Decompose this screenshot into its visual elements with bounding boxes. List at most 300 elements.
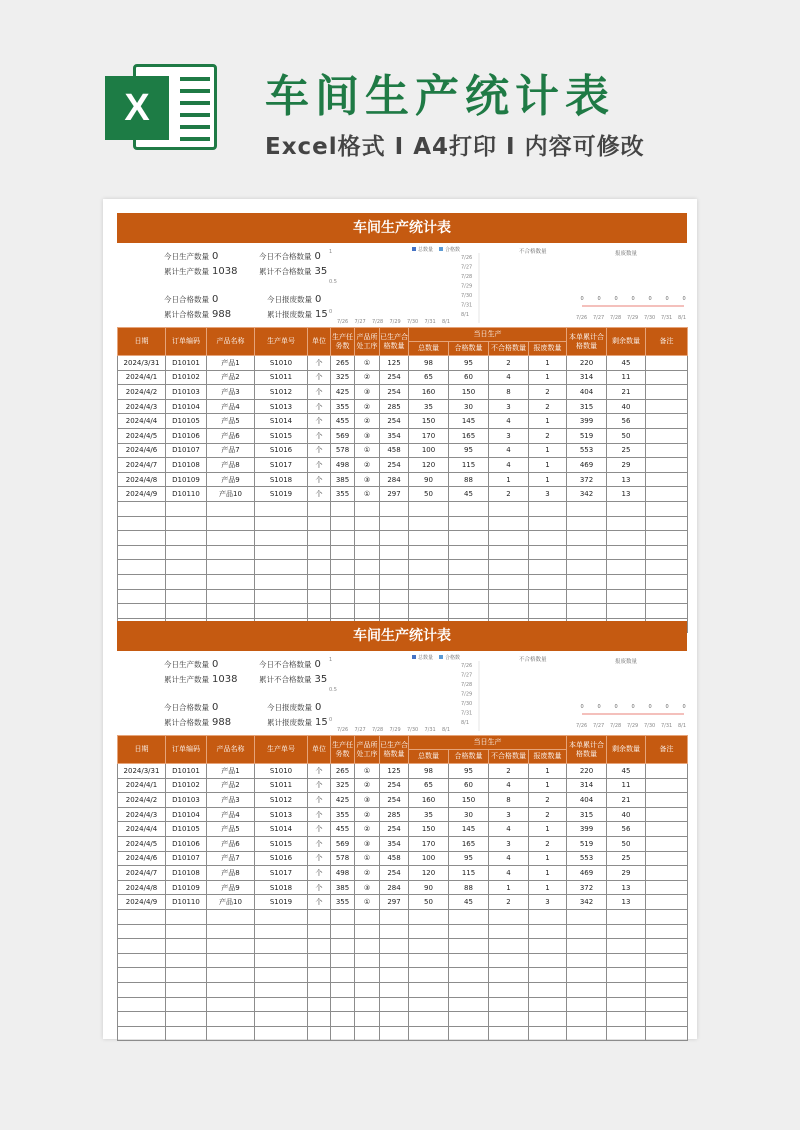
table-cell[interactable]: 355 xyxy=(331,399,355,414)
table-cell[interactable] xyxy=(567,939,607,954)
table-cell[interactable] xyxy=(646,851,688,866)
table-cell[interactable] xyxy=(255,1026,308,1041)
table-cell[interactable]: 产品6 xyxy=(207,428,255,443)
table-cell[interactable]: D10104 xyxy=(166,807,207,822)
table-cell[interactable]: D10108 xyxy=(166,866,207,881)
table-cell[interactable]: 8 xyxy=(489,793,529,808)
table-cell[interactable] xyxy=(355,953,380,968)
table-cell[interactable] xyxy=(449,982,489,997)
table-cell[interactable]: 2 xyxy=(529,807,567,822)
table-cell[interactable] xyxy=(166,604,207,619)
table-cell[interactable]: D10107 xyxy=(166,851,207,866)
table-cell[interactable] xyxy=(646,895,688,910)
table-cell[interactable] xyxy=(308,589,331,604)
table-cell[interactable]: S1014 xyxy=(255,822,308,837)
table-cell[interactable]: 145 xyxy=(449,414,489,429)
table-cell[interactable]: ② xyxy=(355,778,380,793)
table-cell[interactable]: 45 xyxy=(607,764,646,779)
table-cell[interactable]: 4 xyxy=(489,370,529,385)
table-cell[interactable]: 产品7 xyxy=(207,851,255,866)
table-cell[interactable] xyxy=(489,589,529,604)
table-cell[interactable]: 2024/4/2 xyxy=(118,793,166,808)
table-cell[interactable]: 2024/3/31 xyxy=(118,356,166,371)
table-cell[interactable]: ② xyxy=(355,822,380,837)
table-cell[interactable]: 个 xyxy=(308,472,331,487)
table-cell[interactable]: S1011 xyxy=(255,370,308,385)
table-cell[interactable] xyxy=(331,501,355,516)
table-cell[interactable]: 95 xyxy=(449,356,489,371)
table-cell[interactable] xyxy=(567,531,607,546)
table-cell[interactable]: 297 xyxy=(380,895,409,910)
table-cell[interactable]: 2024/3/31 xyxy=(118,764,166,779)
table-cell[interactable]: 50 xyxy=(409,487,449,502)
table-cell[interactable]: ① xyxy=(355,895,380,910)
table-cell[interactable] xyxy=(207,1012,255,1027)
table-cell[interactable]: 个 xyxy=(308,399,331,414)
table-cell[interactable] xyxy=(449,574,489,589)
table-cell[interactable]: 160 xyxy=(409,385,449,400)
table-cell[interactable]: 95 xyxy=(449,851,489,866)
table-cell[interactable]: 个 xyxy=(308,458,331,473)
table-cell[interactable] xyxy=(255,982,308,997)
table-cell[interactable] xyxy=(646,428,688,443)
table-cell[interactable]: 372 xyxy=(567,880,607,895)
table-cell[interactable]: 254 xyxy=(380,414,409,429)
table-cell[interactable] xyxy=(607,1012,646,1027)
table-cell[interactable] xyxy=(646,531,688,546)
table-cell[interactable] xyxy=(529,1026,567,1041)
table-cell[interactable] xyxy=(331,545,355,560)
table-cell[interactable] xyxy=(567,1026,607,1041)
table-cell[interactable]: 1 xyxy=(529,880,567,895)
table-cell[interactable]: 40 xyxy=(607,807,646,822)
table-cell[interactable] xyxy=(331,589,355,604)
table-cell[interactable]: D10110 xyxy=(166,895,207,910)
table-cell[interactable] xyxy=(380,909,409,924)
table-cell[interactable]: 4 xyxy=(489,458,529,473)
table-cell[interactable]: D10106 xyxy=(166,836,207,851)
table-cell[interactable] xyxy=(355,589,380,604)
table-cell[interactable] xyxy=(118,1026,166,1041)
table-cell[interactable] xyxy=(567,604,607,619)
table-cell[interactable]: 254 xyxy=(380,866,409,881)
table-cell[interactable] xyxy=(331,516,355,531)
table-cell[interactable] xyxy=(166,997,207,1012)
table-cell[interactable] xyxy=(409,997,449,1012)
table-cell[interactable] xyxy=(607,939,646,954)
table-cell[interactable] xyxy=(166,1026,207,1041)
table-cell[interactable] xyxy=(355,574,380,589)
table-cell[interactable] xyxy=(449,531,489,546)
table-cell[interactable]: ③ xyxy=(355,472,380,487)
table-cell[interactable]: 产品3 xyxy=(207,385,255,400)
table-cell[interactable] xyxy=(489,560,529,575)
table-cell[interactable] xyxy=(255,997,308,1012)
table-cell[interactable] xyxy=(255,501,308,516)
table-cell[interactable] xyxy=(646,939,688,954)
table-cell[interactable]: 1 xyxy=(529,370,567,385)
table-cell[interactable] xyxy=(489,909,529,924)
table-cell[interactable] xyxy=(207,997,255,1012)
table-cell[interactable]: 150 xyxy=(409,822,449,837)
table-cell[interactable]: 125 xyxy=(380,356,409,371)
table-cell[interactable] xyxy=(331,997,355,1012)
table-cell[interactable] xyxy=(489,1012,529,1027)
table-cell[interactable]: 56 xyxy=(607,822,646,837)
table-cell[interactable] xyxy=(449,924,489,939)
table-cell[interactable] xyxy=(409,924,449,939)
table-cell[interactable]: 553 xyxy=(567,443,607,458)
table-cell[interactable]: 40 xyxy=(607,399,646,414)
table-cell[interactable]: 2024/4/2 xyxy=(118,385,166,400)
table-cell[interactable]: D10103 xyxy=(166,793,207,808)
table-cell[interactable] xyxy=(607,501,646,516)
table-cell[interactable]: 220 xyxy=(567,356,607,371)
table-cell[interactable] xyxy=(646,807,688,822)
table-cell[interactable] xyxy=(380,560,409,575)
table-cell[interactable]: 1 xyxy=(529,472,567,487)
table-cell[interactable]: 产品4 xyxy=(207,399,255,414)
table-cell[interactable]: 2 xyxy=(529,428,567,443)
table-cell[interactable] xyxy=(607,982,646,997)
table-cell[interactable] xyxy=(567,545,607,560)
table-cell[interactable]: 145 xyxy=(449,822,489,837)
table-cell[interactable]: 11 xyxy=(607,778,646,793)
table-cell[interactable] xyxy=(489,982,529,997)
table-cell[interactable]: 569 xyxy=(331,428,355,443)
table-cell[interactable]: 100 xyxy=(409,443,449,458)
table-cell[interactable] xyxy=(646,516,688,531)
table-cell[interactable] xyxy=(567,909,607,924)
table-cell[interactable]: 45 xyxy=(449,487,489,502)
table-cell[interactable]: 2024/4/3 xyxy=(118,807,166,822)
table-cell[interactable]: 4 xyxy=(489,851,529,866)
table-cell[interactable]: 产品3 xyxy=(207,793,255,808)
table-cell[interactable]: 50 xyxy=(409,895,449,910)
table-cell[interactable] xyxy=(646,545,688,560)
table-cell[interactable] xyxy=(166,560,207,575)
table-cell[interactable] xyxy=(409,531,449,546)
table-cell[interactable] xyxy=(449,501,489,516)
table-cell[interactable]: 1 xyxy=(489,880,529,895)
table-cell[interactable] xyxy=(646,822,688,837)
table-cell[interactable]: 产品7 xyxy=(207,443,255,458)
table-cell[interactable]: S1018 xyxy=(255,880,308,895)
table-cell[interactable]: ① xyxy=(355,356,380,371)
table-cell[interactable] xyxy=(355,1012,380,1027)
table-cell[interactable]: 120 xyxy=(409,866,449,881)
table-cell[interactable]: 2 xyxy=(489,487,529,502)
table-cell[interactable] xyxy=(207,909,255,924)
table-cell[interactable] xyxy=(118,531,166,546)
table-cell[interactable]: 2024/4/7 xyxy=(118,458,166,473)
table-cell[interactable]: ① xyxy=(355,764,380,779)
table-cell[interactable]: 519 xyxy=(567,836,607,851)
table-cell[interactable]: 产品5 xyxy=(207,822,255,837)
table-cell[interactable]: 2024/4/1 xyxy=(118,370,166,385)
table-cell[interactable]: ③ xyxy=(355,793,380,808)
table-cell[interactable] xyxy=(489,997,529,1012)
table-cell[interactable]: 产品1 xyxy=(207,356,255,371)
table-cell[interactable] xyxy=(331,560,355,575)
table-cell[interactable]: 产品1 xyxy=(207,764,255,779)
table-cell[interactable]: 1 xyxy=(529,414,567,429)
table-cell[interactable] xyxy=(355,545,380,560)
table-cell[interactable] xyxy=(567,589,607,604)
table-cell[interactable] xyxy=(380,531,409,546)
table-cell[interactable] xyxy=(489,953,529,968)
table-cell[interactable] xyxy=(529,909,567,924)
table-cell[interactable] xyxy=(489,501,529,516)
table-cell[interactable]: 355 xyxy=(331,807,355,822)
table-cell[interactable] xyxy=(255,545,308,560)
table-cell[interactable] xyxy=(166,968,207,983)
table-cell[interactable] xyxy=(355,968,380,983)
table-cell[interactable]: 个 xyxy=(308,370,331,385)
table-cell[interactable] xyxy=(118,1012,166,1027)
table-cell[interactable] xyxy=(118,545,166,560)
table-cell[interactable]: 2024/4/4 xyxy=(118,414,166,429)
table-cell[interactable]: 90 xyxy=(409,472,449,487)
table-cell[interactable] xyxy=(118,574,166,589)
table-cell[interactable] xyxy=(207,968,255,983)
table-cell[interactable] xyxy=(255,1012,308,1027)
table-cell[interactable]: 2024/4/9 xyxy=(118,487,166,502)
table-cell[interactable]: 2024/4/5 xyxy=(118,836,166,851)
table-cell[interactable]: 2024/4/1 xyxy=(118,778,166,793)
table-cell[interactable] xyxy=(207,924,255,939)
table-cell[interactable]: 569 xyxy=(331,836,355,851)
table-cell[interactable]: 165 xyxy=(449,836,489,851)
table-cell[interactable]: 354 xyxy=(380,428,409,443)
table-cell[interactable]: 个 xyxy=(308,793,331,808)
table-cell[interactable] xyxy=(409,604,449,619)
table-cell[interactable] xyxy=(355,982,380,997)
table-cell[interactable]: 45 xyxy=(449,895,489,910)
table-cell[interactable]: S1015 xyxy=(255,428,308,443)
table-cell[interactable] xyxy=(449,953,489,968)
table-cell[interactable]: 399 xyxy=(567,822,607,837)
table-cell[interactable]: 578 xyxy=(331,851,355,866)
table-cell[interactable]: 95 xyxy=(449,764,489,779)
table-cell[interactable] xyxy=(308,531,331,546)
table-cell[interactable] xyxy=(409,982,449,997)
table-cell[interactable]: ① xyxy=(355,443,380,458)
table-cell[interactable]: 2 xyxy=(529,385,567,400)
table-cell[interactable]: 2024/4/8 xyxy=(118,880,166,895)
table-cell[interactable]: 个 xyxy=(308,866,331,881)
table-cell[interactable]: ③ xyxy=(355,428,380,443)
table-cell[interactable] xyxy=(646,880,688,895)
table-cell[interactable]: 个 xyxy=(308,414,331,429)
table-cell[interactable] xyxy=(449,939,489,954)
table-cell[interactable]: ③ xyxy=(355,836,380,851)
table-cell[interactable]: 355 xyxy=(331,895,355,910)
table-cell[interactable]: 65 xyxy=(409,778,449,793)
table-cell[interactable] xyxy=(489,1026,529,1041)
table-cell[interactable]: 315 xyxy=(567,807,607,822)
table-cell[interactable]: S1013 xyxy=(255,399,308,414)
table-cell[interactable] xyxy=(607,589,646,604)
table-cell[interactable]: 个 xyxy=(308,851,331,866)
table-cell[interactable] xyxy=(607,997,646,1012)
table-cell[interactable] xyxy=(646,764,688,779)
table-cell[interactable] xyxy=(449,909,489,924)
table-cell[interactable] xyxy=(380,939,409,954)
table-cell[interactable]: 产品9 xyxy=(207,472,255,487)
table-cell[interactable] xyxy=(646,953,688,968)
table-cell[interactable]: ① xyxy=(355,851,380,866)
table-cell[interactable] xyxy=(489,531,529,546)
table-cell[interactable]: 21 xyxy=(607,385,646,400)
table-cell[interactable]: 个 xyxy=(308,385,331,400)
table-cell[interactable] xyxy=(449,560,489,575)
table-cell[interactable] xyxy=(207,953,255,968)
table-cell[interactable]: 8 xyxy=(489,385,529,400)
table-cell[interactable]: ③ xyxy=(355,385,380,400)
table-cell[interactable] xyxy=(207,939,255,954)
table-cell[interactable]: 50 xyxy=(607,428,646,443)
table-cell[interactable] xyxy=(207,982,255,997)
table-cell[interactable] xyxy=(646,414,688,429)
table-cell[interactable] xyxy=(355,516,380,531)
table-cell[interactable]: 2 xyxy=(529,836,567,851)
table-cell[interactable]: 50 xyxy=(607,836,646,851)
table-cell[interactable] xyxy=(308,501,331,516)
table-cell[interactable]: ③ xyxy=(355,880,380,895)
table-cell[interactable]: 372 xyxy=(567,472,607,487)
table-cell[interactable] xyxy=(489,939,529,954)
table-cell[interactable] xyxy=(308,909,331,924)
table-cell[interactable]: D10109 xyxy=(166,880,207,895)
table-cell[interactable] xyxy=(166,924,207,939)
table-cell[interactable]: D10109 xyxy=(166,472,207,487)
table-cell[interactable]: 65 xyxy=(409,370,449,385)
table-cell[interactable]: 2024/4/9 xyxy=(118,895,166,910)
table-cell[interactable]: 553 xyxy=(567,851,607,866)
table-cell[interactable]: 285 xyxy=(380,807,409,822)
table-cell[interactable]: 3 xyxy=(489,428,529,443)
table-cell[interactable] xyxy=(207,531,255,546)
table-cell[interactable]: ② xyxy=(355,458,380,473)
table-cell[interactable] xyxy=(118,939,166,954)
table-cell[interactable]: 1 xyxy=(529,866,567,881)
table-cell[interactable]: 3 xyxy=(489,836,529,851)
table-cell[interactable] xyxy=(409,1012,449,1027)
table-cell[interactable]: 165 xyxy=(449,428,489,443)
table-cell[interactable]: 1 xyxy=(489,472,529,487)
table-cell[interactable] xyxy=(646,909,688,924)
table-cell[interactable]: S1017 xyxy=(255,866,308,881)
table-cell[interactable]: 469 xyxy=(567,866,607,881)
table-cell[interactable]: 285 xyxy=(380,399,409,414)
table-cell[interactable] xyxy=(646,370,688,385)
table-cell[interactable] xyxy=(166,574,207,589)
table-cell[interactable]: 354 xyxy=(380,836,409,851)
table-cell[interactable]: D10104 xyxy=(166,399,207,414)
table-cell[interactable] xyxy=(529,574,567,589)
table-cell[interactable]: 95 xyxy=(449,443,489,458)
table-cell[interactable] xyxy=(567,574,607,589)
table-cell[interactable] xyxy=(449,604,489,619)
table-cell[interactable]: 35 xyxy=(409,399,449,414)
table-cell[interactable]: S1019 xyxy=(255,895,308,910)
table-cell[interactable] xyxy=(331,604,355,619)
table-cell[interactable]: 1 xyxy=(529,822,567,837)
table-cell[interactable] xyxy=(118,501,166,516)
table-cell[interactable]: 3 xyxy=(489,399,529,414)
table-cell[interactable] xyxy=(255,574,308,589)
table-cell[interactable]: 产品8 xyxy=(207,458,255,473)
table-cell[interactable]: D10110 xyxy=(166,487,207,502)
table-cell[interactable] xyxy=(308,924,331,939)
table-cell[interactable]: 325 xyxy=(331,778,355,793)
table-cell[interactable]: 13 xyxy=(607,895,646,910)
table-cell[interactable] xyxy=(567,501,607,516)
table-cell[interactable] xyxy=(308,1026,331,1041)
table-cell[interactable]: 314 xyxy=(567,370,607,385)
table-cell[interactable]: S1014 xyxy=(255,414,308,429)
table-cell[interactable]: 254 xyxy=(380,778,409,793)
table-cell[interactable] xyxy=(489,604,529,619)
table-cell[interactable] xyxy=(355,604,380,619)
table-cell[interactable]: 404 xyxy=(567,793,607,808)
table-cell[interactable]: 4 xyxy=(489,414,529,429)
table-cell[interactable]: 产品10 xyxy=(207,487,255,502)
table-cell[interactable] xyxy=(449,516,489,531)
table-cell[interactable] xyxy=(646,968,688,983)
table-cell[interactable]: D10102 xyxy=(166,778,207,793)
table-cell[interactable] xyxy=(646,1012,688,1027)
table-cell[interactable] xyxy=(118,589,166,604)
table-cell[interactable]: 2024/4/6 xyxy=(118,443,166,458)
table-cell[interactable] xyxy=(166,516,207,531)
table-cell[interactable]: 35 xyxy=(409,807,449,822)
table-cell[interactable]: 3 xyxy=(489,807,529,822)
table-cell[interactable] xyxy=(118,982,166,997)
table-cell[interactable]: D10101 xyxy=(166,356,207,371)
table-cell[interactable]: 56 xyxy=(607,414,646,429)
table-cell[interactable] xyxy=(355,939,380,954)
table-cell[interactable]: 150 xyxy=(409,414,449,429)
table-cell[interactable] xyxy=(646,574,688,589)
table-cell[interactable] xyxy=(409,574,449,589)
table-cell[interactable]: 399 xyxy=(567,414,607,429)
table-cell[interactable] xyxy=(567,924,607,939)
table-cell[interactable]: 265 xyxy=(331,356,355,371)
table-cell[interactable]: 425 xyxy=(331,793,355,808)
table-cell[interactable] xyxy=(529,604,567,619)
table-cell[interactable]: 个 xyxy=(308,822,331,837)
table-cell[interactable] xyxy=(255,531,308,546)
table-cell[interactable]: D10105 xyxy=(166,414,207,429)
table-cell[interactable]: 产品8 xyxy=(207,866,255,881)
table-cell[interactable]: 342 xyxy=(567,487,607,502)
table-cell[interactable]: ② xyxy=(355,370,380,385)
table-cell[interactable]: 个 xyxy=(308,356,331,371)
table-cell[interactable]: 254 xyxy=(380,370,409,385)
table-cell[interactable]: 578 xyxy=(331,443,355,458)
table-cell[interactable] xyxy=(567,560,607,575)
table-cell[interactable] xyxy=(355,924,380,939)
table-cell[interactable] xyxy=(529,516,567,531)
table-cell[interactable]: 30 xyxy=(449,807,489,822)
table-cell[interactable]: 455 xyxy=(331,822,355,837)
table-cell[interactable] xyxy=(355,997,380,1012)
table-cell[interactable]: 254 xyxy=(380,822,409,837)
table-cell[interactable]: 25 xyxy=(607,443,646,458)
table-cell[interactable] xyxy=(207,589,255,604)
